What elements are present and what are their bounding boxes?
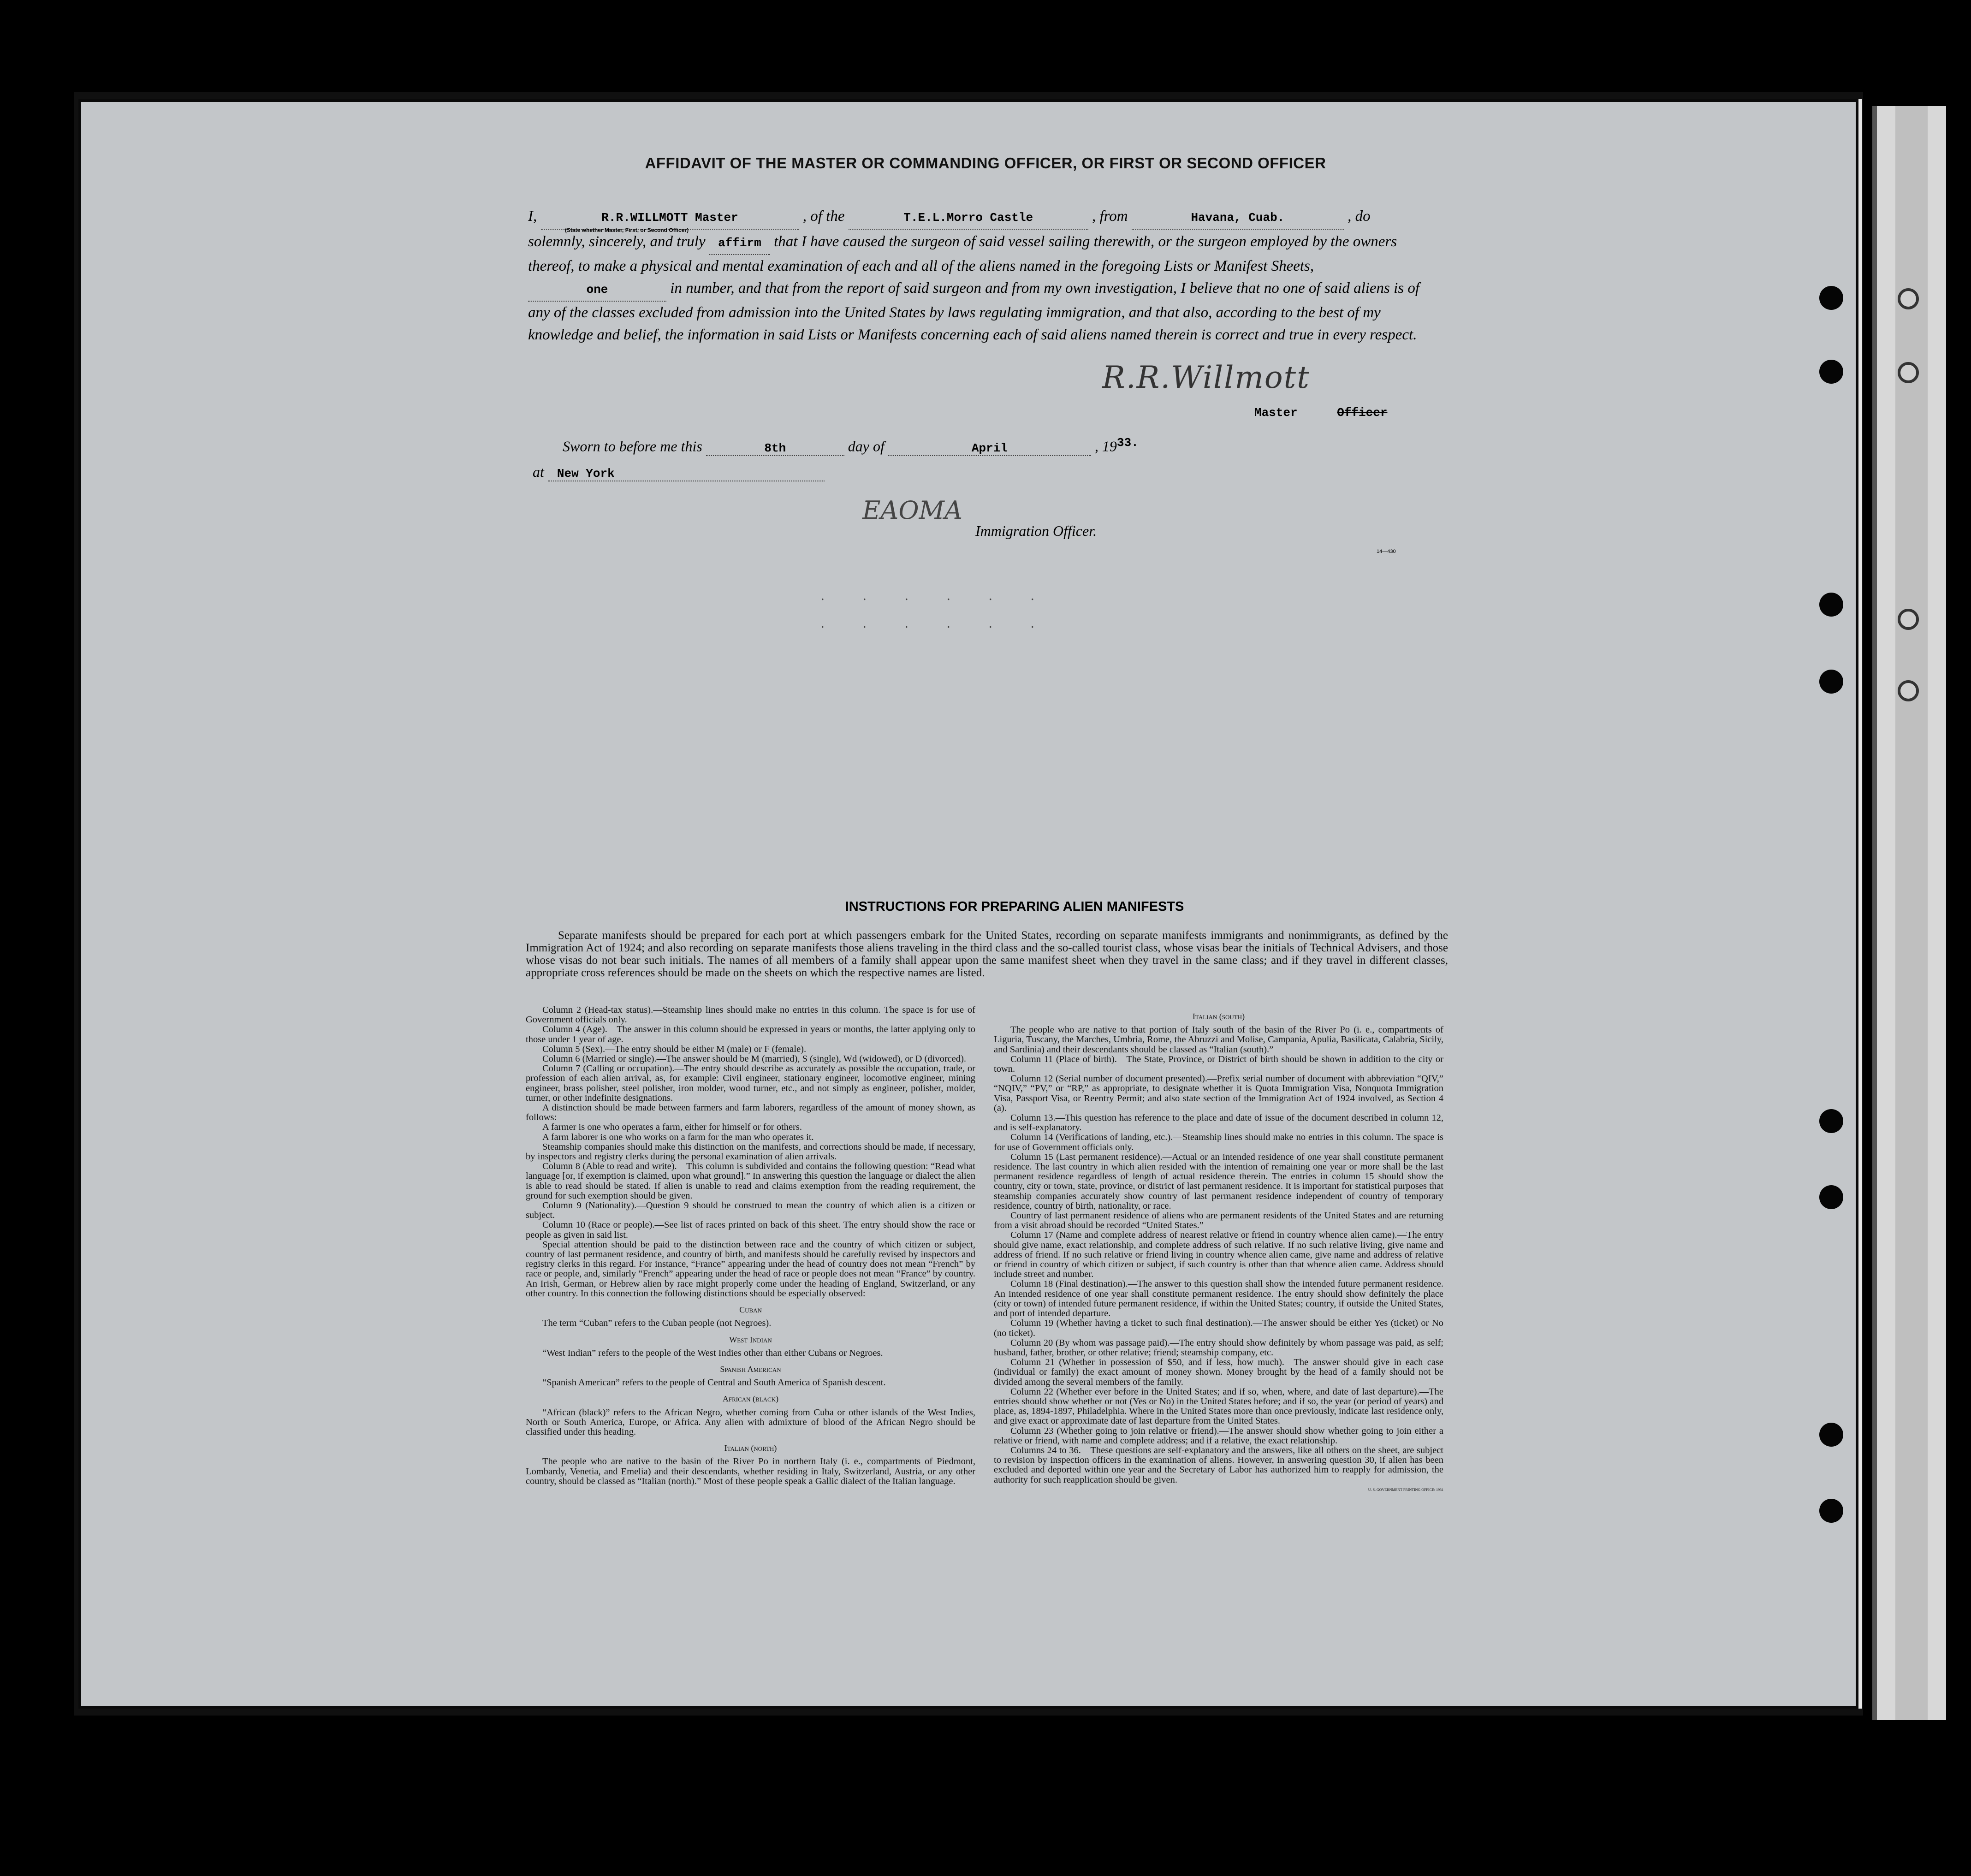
instruction-paragraph: A distinction should be made between farmers and farm laborers, regardless of the amount of money shown, as follows: — [526, 1103, 975, 1123]
punch-hole — [1819, 1423, 1843, 1447]
place-field: New York — [548, 467, 825, 481]
vessel-name-field: T.E.L.Morro Castle — [849, 207, 1088, 230]
dot-leaders: . . . . . . — [821, 588, 1052, 603]
section-heading: Spanish American — [720, 1364, 781, 1374]
instruction-paragraph: Column 22 (Whether ever before in the United States; and if so, when, where, and date of last departure).—The entries should show whether or not (Yes or No) in the United States before; and if so, the year (or period of years) and place, as, 1894-1897, Philadelphia. Where in the United States more than once previously, indicate last residence only, and give exact or approximate date of last departure from the United States. — [994, 1386, 1443, 1426]
instruction-paragraph: Column 19 (Whether having a ticket to such final destination).—The answer should be either Yes (ticket) or No (no ticket). — [994, 1318, 1443, 1338]
instruction-paragraph: Steamship companies should make this distinction on the manifests, and corrections should be made, if necessary, by inspectors and registry clerks during the personal examination of alien arrivals. — [526, 1141, 975, 1162]
immigration-officer-label: Immigration Officer. — [975, 522, 1097, 539]
instruction-paragraph: Column 8 (Able to read and write).—This column is subdivided and contains the following question: “Read what language [or, if exemption is claimed, upon what ground].” In answering this question the language or dialect the alien is able to read should be stated. If alien is unable to read and claims exemption from the reading requirement, the ground for such exemption should be given. — [526, 1161, 975, 1201]
instruction-paragraph: Columns 24 to 36.—These questions are self-explanatory and the answers, like all others on the sheet, are subject to revision by inspection officers in the examination of aliens. However, in answering question 30, if alien has been excluded and deported within one year and the Secretary of Labor has authorized him to reapply for admission, the authority for such reapplication should be given. — [994, 1445, 1443, 1485]
sworn-line: Sworn to before me this 8th day of April , $19^{33.}$ — [563, 436, 1139, 455]
instruction-paragraph: Column 17 (Name and complete address of nearest relative or friend in country whence alien came).—The entry should give name, exact relationship, and complete address of such relative. If no such relative living, give name and address of friend. If no such relative or friend living in country whence alien came, give name and address of relative or friend in country of which citizen or subject, if such country is other than that whence alien came. Address should include street and number. — [994, 1230, 1443, 1280]
instruction-paragraph: Column 20 (By whom was passage paid).—The entry should show definitely by whom passage was paid, as self; husband, father, brother, or other relative; friend; steamship company, etc. — [994, 1337, 1443, 1358]
instruction-paragraph: The term “Cuban” refers to the Cuban people (not Negroes). — [542, 1318, 772, 1329]
dot-leaders: . . . . . . — [821, 616, 1052, 631]
day-field: 8th — [706, 441, 844, 456]
section-heading: African (black) — [722, 1394, 779, 1404]
punch-hole — [1819, 1185, 1843, 1209]
instruction-paragraph: Column 11 (Place of birth).—The State, Province, or District of birth should be shown in addition to the city or town. — [994, 1054, 1443, 1075]
instruction-paragraph: Column 15 (Last permanent residence).—Actual or an intended residence of one year shall constitute permanent residence. The last country in which alien resided with the intention of remaining one year or more shall be the last permanent residence regardless of length of actual residence therein. The entries in column 15 should show the country, city or town, state, province, or district of last permanent residence. It is important for statistical purposes that steamship companies accurately show country of last permanent residence independent of country of temporary residence, country of birth, nationality, or race. — [994, 1152, 1443, 1211]
instruction-paragraph: “Spanish American” refers to the people of Central and South America of Spanish descent. — [542, 1377, 886, 1388]
section-heading: Italian (south) — [1192, 1012, 1245, 1021]
punch-hole — [1819, 360, 1843, 384]
instruction-paragraph: Column 13.—This question has reference to the place and date of issue of the document described in column 12, and is self-explanatory. — [994, 1113, 1443, 1133]
instruction-paragraph: The people who are native to that portion of Italy south of the basin of the River Po (i. e., compartments of Liguria, Tuscany, the Marches, Umbria, Rome, the Abruzzi and Molise, Campania, Apulia, Basilicata, Calabria, Sicily, and Sardinia) and their descendants should be classed as “Italian (south).” — [994, 1025, 1443, 1055]
punch-hole — [1819, 1499, 1843, 1523]
binding-edge-strip — [1872, 106, 1946, 1720]
punch-hole — [1819, 670, 1843, 694]
instructions-right-column — [994, 1005, 1443, 1495]
affidavit-title: AFFIDAVIT OF THE MASTER OR COMMANDING OFFICER, OR FIRST OR SECOND OFFICER — [645, 154, 1326, 172]
immigration-officer-signature: EAOMA — [862, 496, 962, 525]
section-heading: West Indian — [729, 1335, 772, 1344]
instructions-left-column — [526, 1005, 975, 1486]
instruction-paragraph: Special attention should be paid to the distinction between race and the country of which citizen or subject, country of last permanent residence, and country of birth, and manifests should be carefully revised by inspectors and registry clerks in this regard. For instance, “France” appearing under the head of country does not mean “French” by race or people, and, similarly “French” appearing under the head of race or people does not mean “France” by country. An Irish, German, or Hebrew alien by race might properly come under the heading of England, Switzerland, or any other country. In this connection the following distinctions should be especially observed: — [526, 1239, 975, 1299]
instruction-paragraph: “African (black)” refers to the African Negro, whether coming from Cuba or other islands of the West Indies, North or South America, Europe, or Africa. Any alien with admixture of blood of the African Negro should be classified under this heading. — [526, 1407, 975, 1437]
instruction-paragraph: Country of last permanent residence of aliens who are permanent residents of the United States and are returning from a visit abroad should be recorded “United States.” — [994, 1211, 1443, 1231]
instruction-paragraph: A farmer is one who operates a farm, either for himself or for others. — [542, 1122, 802, 1133]
affidavit-paragraph: solemnly, sincerely, and truly affirm that I have caused the surgeon of said vessel sailing therewith, or the surgeon employed by the owners thereof, to make a physical and mental examination of each and all of the aliens named in the foregoing Lists or Manifest Sheets, one in number, and that from the report of said surgeon and from my own investigation, I believe that no one of said aliens is of any of the classes excluded from admission into the United States by laws regulating immigration, and that also, according to the best of my knowledge and belief, the information in said Lists or Manifests concerning each of said aliens named therein is correct and true in every respect. — [528, 231, 1420, 346]
binding-ring — [1898, 609, 1919, 630]
instruction-paragraph: Column 12 (Serial number of document presented).—Prefix serial number of document with abbreviation “QIV,” “NQIV,” “PV,” or “RP,” as appropriate, to designate whether it is Quota Immigration Visa, Nonquota Immigration Visa, Passport Visa, or Reentry Permit; and also state section of the Immigration Act of 1924 involved, as Section 4 (a). — [994, 1074, 1443, 1113]
instruction-paragraph: Column 14 (Verifications of landing, etc.).—Steamship lines should make no entries in this column. The space is for use of Government officials only. — [994, 1132, 1443, 1152]
instruction-paragraph: Column 6 (Married or single).—The answer should be M (married), S (single), Wd (widowed), or D (divorced). — [542, 1054, 967, 1064]
officer-name-field: R.R.WILLMOTT Master — [541, 207, 799, 230]
binding-ring — [1898, 362, 1919, 383]
binding-ring — [1898, 288, 1919, 309]
place-line: at New York — [533, 463, 825, 481]
instruction-paragraph: Column 4 (Age).—The answer in this column should be expressed in years or months, the latter applying only to those under 1 year of age. — [526, 1024, 975, 1045]
affidavit-body — [528, 205, 1420, 346]
punch-hole — [1819, 593, 1843, 617]
instruction-paragraph: The people who are native to the basin of the River Po in northern Italy (i. e., compartments of Piedmont, Lombardy, Venetia, and Emelia) and their descendants, whether residing in Italy, Switzerland, Austria, or any other country, should be classed as “Italian (north).” Most of these people speak a Gallic dialect of the Italian language. — [526, 1456, 975, 1486]
instruction-paragraph: A farm laborer is one who works on a farm for the man who operates it. — [542, 1132, 814, 1142]
instruction-paragraph: Column 10 (Race or people).—See list of races printed on back of this sheet. The entry should show the race or people as given in said list. — [526, 1220, 975, 1240]
binding-ring — [1898, 680, 1919, 701]
struck-rank: Officer — [1337, 406, 1388, 420]
year-field: 33. — [1116, 436, 1139, 450]
affidavit-line-1: I, R.R.WILLMOTT Master , of the T.E.L.Morro Castle , from Havana, Cuab. , do — [528, 205, 1420, 230]
port-field: Havana, Cuab. — [1132, 207, 1344, 230]
instruction-paragraph: Column 7 (Calling or occupation).—The entry should describe as accurately as possible the occupation, trade, or profession of each alien arrival, as, for example: Civil engineer, stationary engineer, locomotive engineer, mining engineer, brass polisher, steel polisher, iron molder, wood turner, etc., and not simply as engineer, polisher, molder, turner, or other indefinite designations. — [526, 1063, 975, 1103]
sheets-count-field: one — [528, 279, 666, 302]
instruction-paragraph: Column 9 (Nationality).—Question 9 should be construed to mean the country of which alien is a citizen or subject. — [526, 1200, 975, 1221]
form-number: 14—430 — [1377, 549, 1396, 554]
rank-line: Master Officer — [1254, 406, 1388, 420]
oath-field: affirm — [709, 232, 770, 255]
instruction-paragraph: Column 5 (Sex).—The entry should be either M (male) or F (female). — [542, 1044, 807, 1054]
section-heading: Cuban — [739, 1305, 762, 1315]
instruction-paragraph: Column 2 (Head-tax status).—Steamship lines should make no entries in this column. The space is for use of Government officials only. — [526, 1005, 975, 1025]
month-field: April — [888, 441, 1091, 456]
punch-hole — [1819, 286, 1843, 310]
section-heading: Italian (north) — [724, 1443, 777, 1453]
master-signature: R.R.Willmott — [1102, 360, 1310, 395]
instruction-paragraph: Column 23 (Whether going to join relative or friend).—The answer should show whether going to join either a relative or friend, with name and complete address; and if a relative, the exact relationship. — [994, 1425, 1443, 1446]
instruction-paragraph: “West Indian” refers to the people of the West Indies other than either Cubans or Negroes. — [542, 1348, 883, 1358]
printing-office-note: U. S. GOVERNMENT PRINTING OFFICE: 1931 — [1368, 1487, 1443, 1492]
instructions-intro: Separate manifests should be prepared for each port at which passengers embark for the United States, recording on separate manifests immigrants and nonimmigrants, as defined by the Immigration Act of 1924; and also recording on separate manifests those aliens traveling in the third class and the so-called tourist class, whose visas bear the initials of Technical Advisers, and those whose visas do not bear such initials. The names of all members of a family shall appear upon the same manifest sheet when they travel in the same class; and if they travel in different classes, appropriate cross references should be made on the sheets on which the respective names are listed. — [526, 929, 1448, 979]
officer-rank-note: (State whether Master, First, or Second Officer) — [565, 227, 689, 233]
instructions-title: INSTRUCTIONS FOR PREPARING ALIEN MANIFESTS — [845, 899, 1184, 914]
instruction-paragraph: Column 18 (Final destination).—The answer to this question shall show the intended future permanent residence. An intended residence of one year shall constitute permanent residence. The entry should show definitely the place (city or town) of intended future permanent residence, if within the United States; country, if outside the United States, and port of intended departure. — [994, 1279, 1443, 1319]
instruction-paragraph: Column 21 (Whether in possession of $50, and if less, how much).—The answer should give in each case (individual or family) the exact amount of money shown. Money brought by the head of a family should not be divided among the several members of the family. — [994, 1357, 1443, 1387]
punch-hole — [1819, 1109, 1843, 1133]
